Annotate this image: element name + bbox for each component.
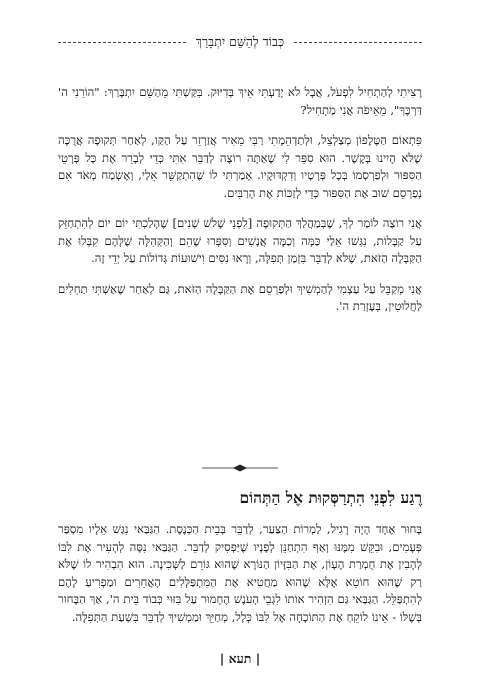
running-title: כְּבוֹד לְהַשֵּׁם יִתְבָּרַךְ (195, 34, 285, 49)
body-text (58, 84, 422, 329)
section-body-text (58, 521, 422, 626)
running-header (58, 34, 422, 50)
header-dash-right (294, 42, 422, 43)
section-heading: רֶגַע לִפְנֵי הִתְרַסְּקוּת אֶל הַתְּהוֹם (239, 488, 422, 507)
paragraph-3: אֲנִי רוֹצֶה לוֹמַר לְךָ, שֶׁבְּמַהֲלַךְ הַתְּקוּפָה [לִפְנֵי שָׁלֹשׁ שָׁנִים] שֶׁהָלַכְתִּי יוֹם יוֹם לְהִתְחַזֵּק עַל קַבָּלוֹת, נִגְּשׁוּ אֵלַי כַּמָּה וְכַמָּה אֲנָשִׁים וְסִפְּרוּ שֶׁהֵם וְהַקְּהִלָּה שֶׁלָּהֶם קִבְּלוּ אֶת הַקַּבָּלָה הַזֹּאת, שֶׁלֹּא לְדַבֵּר בִּזְמַן תְּפִלָּה, וְרָאוּ נִסִּים וִישׁוּעוֹת גְּדוֹלוֹת עַל יְדֵי זֶה. (58, 216, 422, 265)
paragraph-1: רָצִיתִי לְהַתְחִיל לִפְעֹל, אֲבָל לֹא יָדַעְתִּי אֵיךְ בְּדִיּוּק. בִּקַּשְׁתִּי מֵהַשֵּׁם יִתְבָּרַךְ: "הוֹרֵנִי ה' דַּרְכֶּךָ", מֵאֵיפֹה אֲנִי מַתְחִיל? (58, 85, 422, 117)
header-dash-left (58, 42, 186, 43)
section-divider-ornament (200, 464, 280, 472)
paragraph-2: פִּתְאוֹם הַטֶּלֶפוֹן מְצַלְצֵל, וּלְתַדְהֵמָתִי רַבִּי מֵאִיר אֲזַרְזֵר עַל הַקַּו, לְאַחַר תְּקוּפָה אֲרֻכָּה שֶׁלֹּא הָיִינוּ בְּקֶשֶׁר. הוּא סִפֵּר לִי שֶׁאַתָּה רוֹצֶה לְדַבֵּר אִתִּי כְּדֵי לְבָרֵר אֶת כָּל פְּרָטֵי הַסִּפּוּר וּלְפַרְסְמוֹ בְּכָל פְּרָטָיו וְדִקְדּוּקָיו. אָמַרְתִּי לוֹ שֶׁהִתְקַשֵּׁר אֵלַי, וְאֶשְׂמַח מְאֹד אִם נְפַרְסֵם שׁוּב אֶת הַסִּפּוּר כְּדֵי לְזַכּוֹת אֶת הָרַבִּים. (58, 133, 422, 200)
section-paragraph: בָּחוּר אֶחָד הָיָה רָגִיל, לַמְרוֹת הַצַּעַר, לְדַבֵּר בְּבֵית הַכְּנֶסֶת. הַגַּבַּאי נִגַּשׁ אֵלָיו מִסְפַּר פְּעָמִים, וּבִקֵּשׁ מִמֶּנּוּ וְאַף הִתְחַנֵּן לְפָנָיו שֶׁיַּפְסִיק לְדַבֵּר. הַגַּבַּאי נִסָּה לְהָעִיר אֶת לִבּוֹ לְהָבִין אֶת חֻמְרַת הֶעָוֹן, אֶת הַבִּזָּיוֹן הַנּוֹרָא שֶׁהוּא גּוֹרֵם לַשְּׁכִינָה. הוּא הִבְהִיר לוֹ שֶׁלֹּא רַק שֶׁהוּא חוֹטֵא אֶלָּא שֶׁהוּא מַחֲטִיא אֶת הַמִּתְפַּלְּלִים הָאֲחֵרִים וּמַפְרִיעַ לָהֶם לְהִתְפַּלֵּל. הַגַּבַּאי גַּם הִזְהִיר אוֹתוֹ לִגְבֵי הָעֹנֶשׁ הֶחָמוּר עַל בִּזּוּי כְּבוֹד בֵּית ה', אַךְ הַבָּחוּר בְּשֶׁלּוֹ - אֵינוֹ לוֹקֵחַ אֶת הַתּוֹכָחָה אֶל לִבּוֹ כְּלָל, מְחַיֵּךְ וּמַמְשִׁיךְ לְדַבֵּר בִּשְׁעַת הַתְּפִלָּה. (58, 522, 422, 624)
page-number: | תעא | (219, 651, 261, 666)
paragraph-4: אֲנִי מְקַבֵּל עַל עַצְמִי לְהַמְשִׁיךְ וּלְפַרְסֵם אֶת הַקַּבָּלָה הַזֹּאת, גַּם לְאַחַר שֶׁאַשְׁתִּי תַחְלִים לַחֲלוּטִין, בְּעֶזְרַת ה'. (58, 281, 422, 313)
